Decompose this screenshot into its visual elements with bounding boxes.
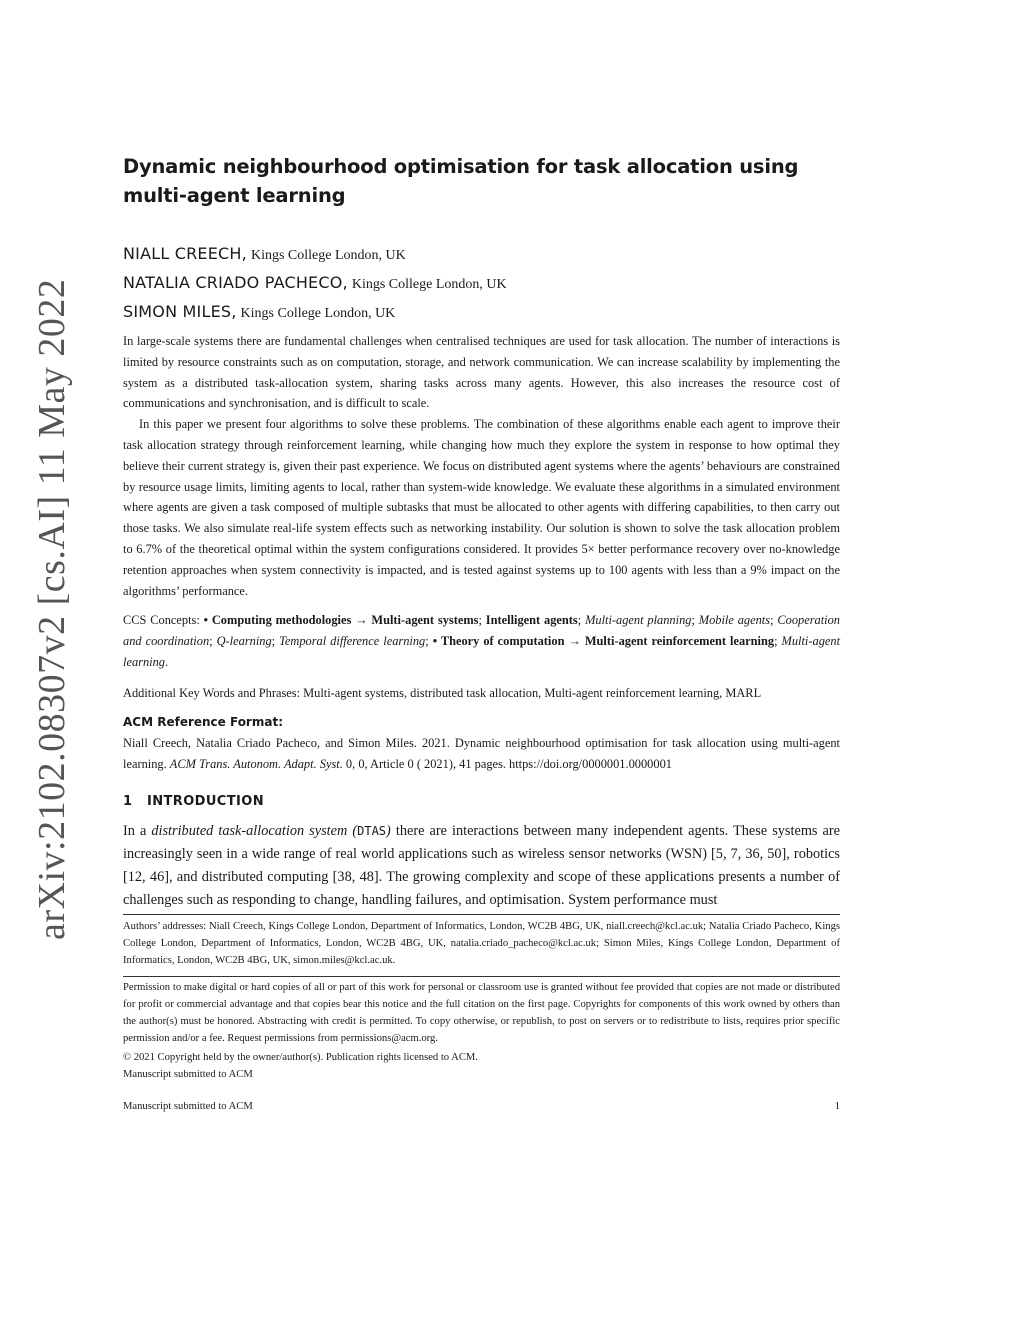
- abstract-paragraph-1: In large-scale systems there are fundamental challenges when centralised techniques are used for task allocation. The number of interactions is limited by resource constraints such as on computation, storage, and network communication. We can increase scalability by implementing the system as a distributed task-allocation system, sharing tasks across many agents. However, this also increases the resource cost of communications and synchronisation, and is difficult to scale.: [123, 334, 840, 411]
- manuscript-line: Manuscript submitted to ACM: [123, 1069, 253, 1080]
- footer-left: Manuscript submitted to ACM: [123, 1101, 253, 1112]
- section-heading: [123, 794, 840, 809]
- acm-reference-journal: ACM Trans. Autonom. Adapt. Syst.: [169, 756, 343, 771]
- ccs-separator: ;: [209, 633, 217, 648]
- author-affiliation: Kings College London, UK: [351, 277, 507, 292]
- arxiv-stamp: arXiv:2102.08307v2 [cs.AI] 11 May 2022: [31, 278, 73, 940]
- ccs-separator: ;: [425, 633, 433, 648]
- acm-reference-heading: ACM Reference Format:: [123, 715, 283, 729]
- intro-abbreviation: DTAS: [357, 824, 387, 838]
- section-title: INTRODUCTION: [147, 794, 264, 809]
- copyright-line: © 2021 Copyright held by the owner/author(s). Publication rights licensed to ACM.: [123, 1052, 478, 1063]
- keywords: Additional Key Words and Phrases: Multi-agent systems, distributed task allocation, Multi-agent reinforcement learning, MARL: [123, 686, 762, 700]
- ccs-concept: Mobile agents: [698, 613, 771, 627]
- section-number: 1: [123, 794, 133, 809]
- ccs-concept: Multi-agent learning: [123, 633, 841, 669]
- page-number: 1: [834, 1101, 840, 1112]
- ccs-separator: ;: [478, 613, 486, 627]
- intro-text: there are interactions between many independent agents. These systems are increasingly seen in a wide range of real world applications such as wireless sensor networks (WSN) [5, 7, 36, 50], robotics [12, 46], and distributed computing [38, 48]. The growing complexity and scope of these applications presents a number of challenges such as responding to change, handling failures, and optimisation. System performance must: [123, 823, 841, 908]
- paper-title: Dynamic neighbourhood optimisation for task allocation using multi-agent learning: [123, 155, 799, 207]
- author-list: [123, 240, 840, 327]
- ccs-concept: • Theory of computation → Multi-agent reinforcement learning: [432, 633, 775, 648]
- ccs-label: CCS Concepts:: [123, 613, 204, 627]
- ccs-separator: ;: [271, 633, 280, 648]
- author-2: [123, 269, 840, 298]
- permission-notice: [123, 979, 840, 1083]
- author-name: SIMON MILES,: [123, 302, 237, 321]
- ccs-concept: Multi-agent planning: [585, 613, 692, 627]
- author-name: NATALIA CRIADO PACHECO,: [123, 273, 348, 292]
- ccs-end: .: [165, 654, 169, 669]
- author-affiliation: Kings College London, UK: [250, 248, 406, 263]
- intro-term-close: ): [386, 823, 391, 839]
- ccs-separator: ;: [770, 613, 778, 627]
- author-affiliation: Kings College London, UK: [240, 306, 396, 321]
- footnote-divider: [123, 914, 840, 915]
- ccs-separator: ;: [577, 613, 586, 627]
- ccs-concepts: [123, 610, 840, 672]
- permission-text: Permission to make digital or hard copies of all or part of this work for personal or classroom use is granted without fee provided that copies are not made or distributed for profit or commercial advantage and that copies bear this notice and the full citation on the first page. Copyrights for components of this work owned by others than the author(s) must be honored. Abstracting with credit is permitted. To copy otherwise, or republish, to post on servers or to redistribute to lists, requires prior specific permission and/or a fee. Request permissions from permissions@acm.org.: [123, 982, 840, 1044]
- permission-divider: [123, 976, 840, 977]
- abstract-paragraph-2: In this paper we present four algorithms to solve these problems. The combination of these algorithms enable each agent to improve their task allocation strategy through reinforcement learning, while changing how much they explore the system in response to how optimal they believe their current strategy is, given their past experience. We focus on distributed agent systems where the agents’ behaviours are constrained by resource usage limits, limiting agents to local, rather than system-wide knowledge. We evaluate these algorithms in a simulated environment where agents are given a task composed of multiple subtasks that must be allocated to other agents with differing capabilities, to then carry out those tasks. We also simulate real-life system effects such as networking instability. Our solution is shown to solve the task allocation problem to 6.7% of the theoretical optimal within the system configurations considered. It provides 5× better performance recovery over no-knowledge retention approaches when system connectivity is impacted, and is tested against systems up to 100 agents with less than a 9% impact on the algorithms’ performance.: [123, 417, 840, 598]
- ccs-concept: Cooperation and coordination: [123, 613, 841, 648]
- author-3: [123, 298, 840, 327]
- page-footer: [123, 1101, 840, 1112]
- intro-paragraph: [123, 820, 840, 912]
- ccs-concept: Temporal difference learning: [279, 633, 426, 648]
- ccs-separator: ;: [774, 633, 782, 648]
- ccs-concept: Intelligent agents: [485, 613, 578, 627]
- intro-term: distributed task-allocation system (: [151, 823, 358, 839]
- acm-reference-details: 0, 0, Article 0 ( 2021), 41 pages. https://doi.org/0000001.0000001: [342, 756, 672, 771]
- acm-reference-citation: Niall Creech, Natalia Criado Pacheco, and Simon Miles. 2021. Dynamic neighbourhood optimisation for task allocation using multi-agent learning.: [123, 735, 840, 771]
- acm-reference: [123, 712, 840, 774]
- intro-text: In a: [123, 823, 152, 839]
- authors-addresses-footnote: Authors’ addresses: Niall Creech, Kings College London, Department of Informatics, London, WC2B 4BG, UK, niall.creech@kcl.ac.uk; Natalia Criado Pacheco, Kings College London, Department of Informatics, London, WC2B 4BG, UK, natalia.criado_pacheco@kcl.ac.uk; Simon Miles, Kings College London, Department of Informatics, London, WC2B 4BG, UK, simon.miles@kcl.ac.uk.: [123, 921, 840, 966]
- author-1: [123, 240, 840, 269]
- abstract: [123, 331, 840, 601]
- acm-reference-text: [123, 733, 840, 775]
- ccs-concept: Q-learning: [216, 633, 272, 648]
- author-name: NIALL CREECH,: [123, 244, 247, 263]
- ccs-separator: ;: [691, 613, 699, 627]
- ccs-concept: • Computing methodologies → Multi-agent systems: [203, 613, 479, 627]
